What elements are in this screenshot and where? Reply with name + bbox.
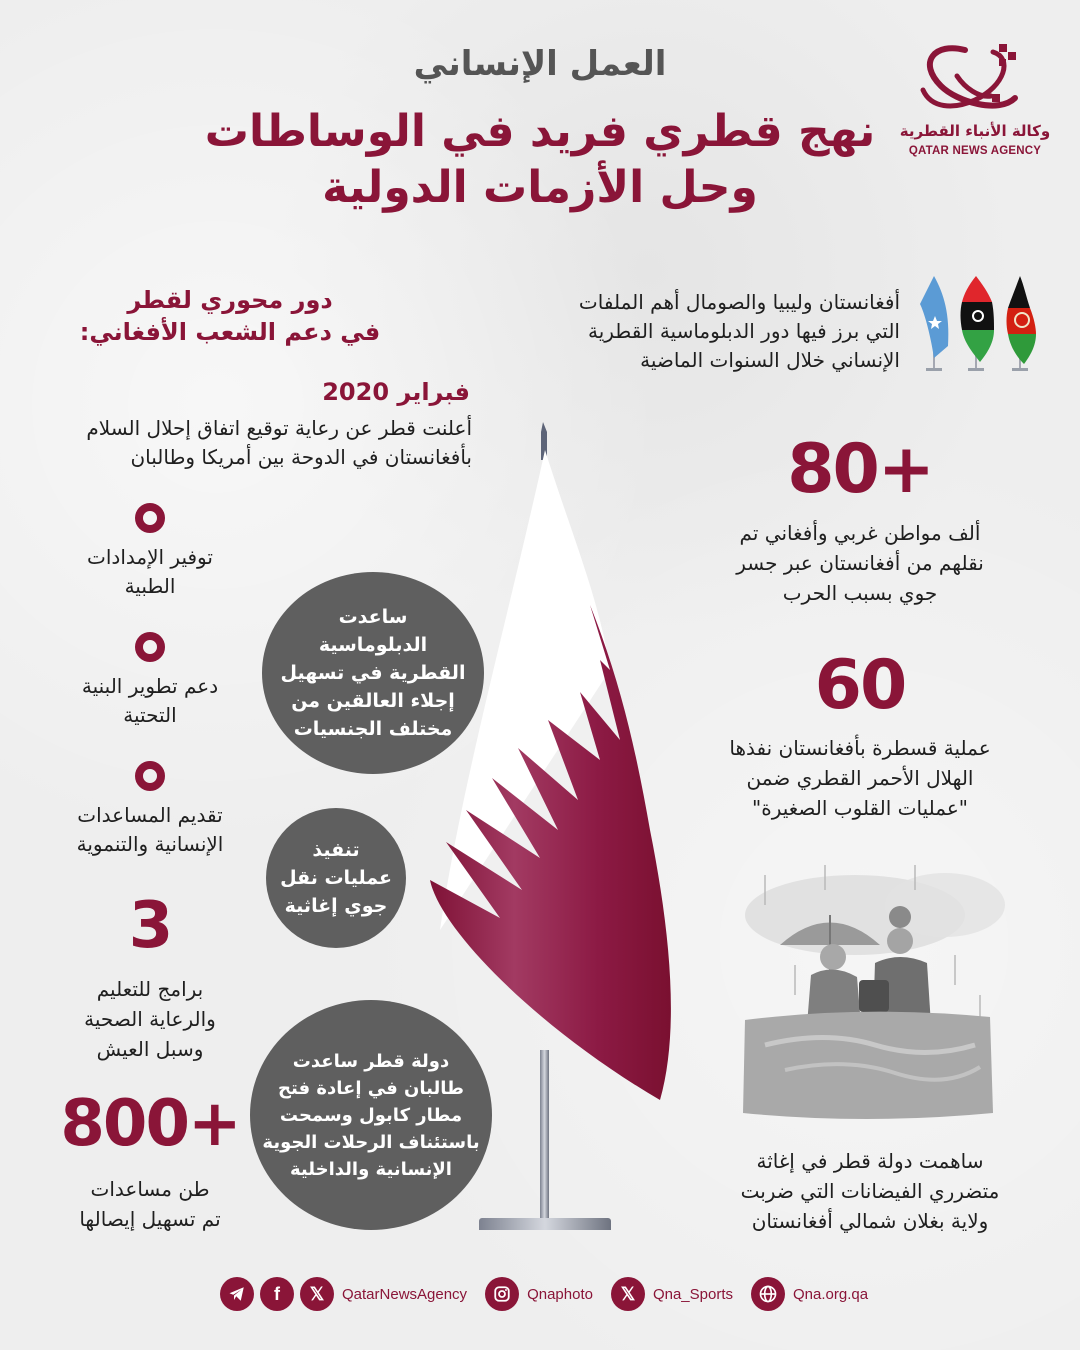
bubble-line: مطار كابول وسمحت <box>279 1104 463 1126</box>
stat-line: "عمليات القلوب الصغيرة" <box>752 796 968 820</box>
ring-icon <box>135 761 165 791</box>
stat-line: عملية قسطرة بأفغانستان نفذها <box>729 736 991 760</box>
instagram-icon[interactable] <box>485 1277 519 1311</box>
stat-line: وسبل العيش <box>96 1037 204 1061</box>
social-label-website[interactable]: Qna.org.qa <box>793 1285 869 1303</box>
stat-3-value: 3 <box>128 889 172 963</box>
stat-line: والرعاية الصحية <box>84 1007 216 1031</box>
date-desc-line-1: أعلنت قطر عن رعاية توقيع اتفاق إحلال السلام <box>86 416 472 440</box>
bubble-line: الإنسانية والداخلية <box>290 1158 452 1180</box>
afghan-title-line-2: في دعم الشعب الأفغاني: <box>79 318 381 346</box>
flood-description <box>700 1146 1040 1236</box>
flood-line: ولاية بغلان شمالي أفغانستان <box>751 1209 989 1233</box>
bubble-line: جوي إغاثية <box>284 895 388 917</box>
x-icon[interactable]: 𝕏 <box>300 1277 334 1311</box>
bubble-line: إجلاء العالقين من <box>291 690 455 712</box>
bubble-line: ساعدت <box>338 606 408 628</box>
airlift-bubble <box>266 808 406 948</box>
stat-80-value: 80+ <box>787 430 933 509</box>
qna-logo-icon <box>895 28 1055 120</box>
x-icon[interactable]: 𝕏 <box>611 1277 645 1311</box>
social-footer <box>220 1276 880 1312</box>
bullet-line: الإنسانية والتنموية <box>76 832 224 856</box>
facebook-icon[interactable]: f <box>260 1277 294 1311</box>
stat-line: برامج للتعليم <box>96 977 204 1001</box>
bubble-line: مختلف الجنسيات <box>293 718 453 740</box>
bubble-line: طالبان في إعادة فتح <box>278 1077 464 1099</box>
stat-60-value: 60 <box>814 646 906 725</box>
files-description <box>520 288 900 375</box>
kicker-title: العمل الإنساني <box>413 44 667 84</box>
bullet-medical-supplies <box>60 503 240 601</box>
files-line-3: الإنساني خلال السنوات الماضية <box>640 348 900 372</box>
stat-3-description <box>40 974 260 1064</box>
flood-line: متضرري الفيضانات التي ضربت <box>740 1179 1000 1203</box>
bullet-humanitarian-aid <box>60 761 240 859</box>
headline-line-1: نهج قطري فريد في الوساطات <box>204 106 876 157</box>
stat-line: ألف مواطن غربي وأفغاني تم <box>739 521 981 545</box>
telegram-icon[interactable] <box>220 1277 254 1311</box>
bubble-line: دولة قطر ساعدت <box>292 1050 450 1072</box>
stat-60-description <box>690 733 1030 823</box>
logo-name-en: QATAR NEWS AGENCY <box>908 145 1042 157</box>
social-label-qna-sports[interactable]: Qna_Sports <box>652 1285 733 1303</box>
afghan-support-title <box>70 284 390 348</box>
date-desc-line-2: بأفغانستان في الدوحة بين أمريكا وطالبان <box>130 445 472 469</box>
bullet-infrastructure <box>60 632 240 730</box>
flood-line: ساهمت دولة قطر في إغاثة <box>756 1149 984 1173</box>
stat-800-description <box>40 1174 260 1234</box>
kabul-airport-bubble <box>250 1000 492 1230</box>
bubble-line: القطرية في تسهيل <box>280 662 466 684</box>
bullet-line: توفير الإمدادات <box>87 545 213 569</box>
bullet-line: الطبية <box>124 574 176 598</box>
ring-icon <box>135 632 165 662</box>
social-label-qatarnewsagency[interactable]: QatarNewsAgency <box>342 1285 468 1303</box>
bullet-line: تقديم المساعدات <box>77 803 223 827</box>
libya-flag-icon <box>961 276 995 371</box>
headline-line-2: وحل الأزمات الدولية <box>322 162 758 213</box>
afghanistan-flag-icon <box>1007 276 1037 371</box>
bullet-line: دعم تطوير البنية <box>81 674 219 698</box>
afghan-title-line-1: دور محوري لقطر <box>127 286 333 314</box>
somalia-flag-icon <box>920 276 948 371</box>
ring-icon <box>135 503 165 533</box>
stat-80-description <box>700 518 1020 608</box>
country-flags <box>918 272 1040 372</box>
bubble-line: باستئناف الرحلات الجوية <box>262 1131 480 1153</box>
globe-icon[interactable] <box>751 1277 785 1311</box>
logo-name-ar: وكالة الأنباء القطرية <box>899 122 1051 140</box>
evacuation-bubble <box>262 572 484 774</box>
bubble-line: عمليات نقل <box>280 867 392 889</box>
stat-line: الهلال الأحمر القطري ضمن <box>746 766 974 790</box>
files-line-1: أفغانستان وليبيا والصومال أهم الملفات <box>578 290 900 314</box>
social-label-qnaphoto[interactable]: Qnaphoto <box>527 1285 593 1303</box>
bullet-line: التحتية <box>123 703 177 727</box>
qna-logo <box>895 28 1065 168</box>
date-label: فبراير 2020 <box>322 378 470 406</box>
stat-line: طن مساعدات <box>90 1177 210 1201</box>
stat-line: جوي بسبب الحرب <box>782 581 938 605</box>
flood-family-illustration <box>735 845 1005 1125</box>
headline <box>180 104 900 216</box>
bubble-line: تنفيذ <box>312 839 360 861</box>
stat-line: نقلهم من أفغانستان عبر جسر <box>736 551 984 575</box>
files-line-2: التي برز فيها دور الدبلوماسية القطرية <box>587 319 900 343</box>
stat-line: تم تسهيل إيصالها <box>79 1207 221 1231</box>
bubble-line: الدبلوماسية <box>318 634 428 656</box>
stat-800-value: 800+ <box>60 1087 240 1161</box>
